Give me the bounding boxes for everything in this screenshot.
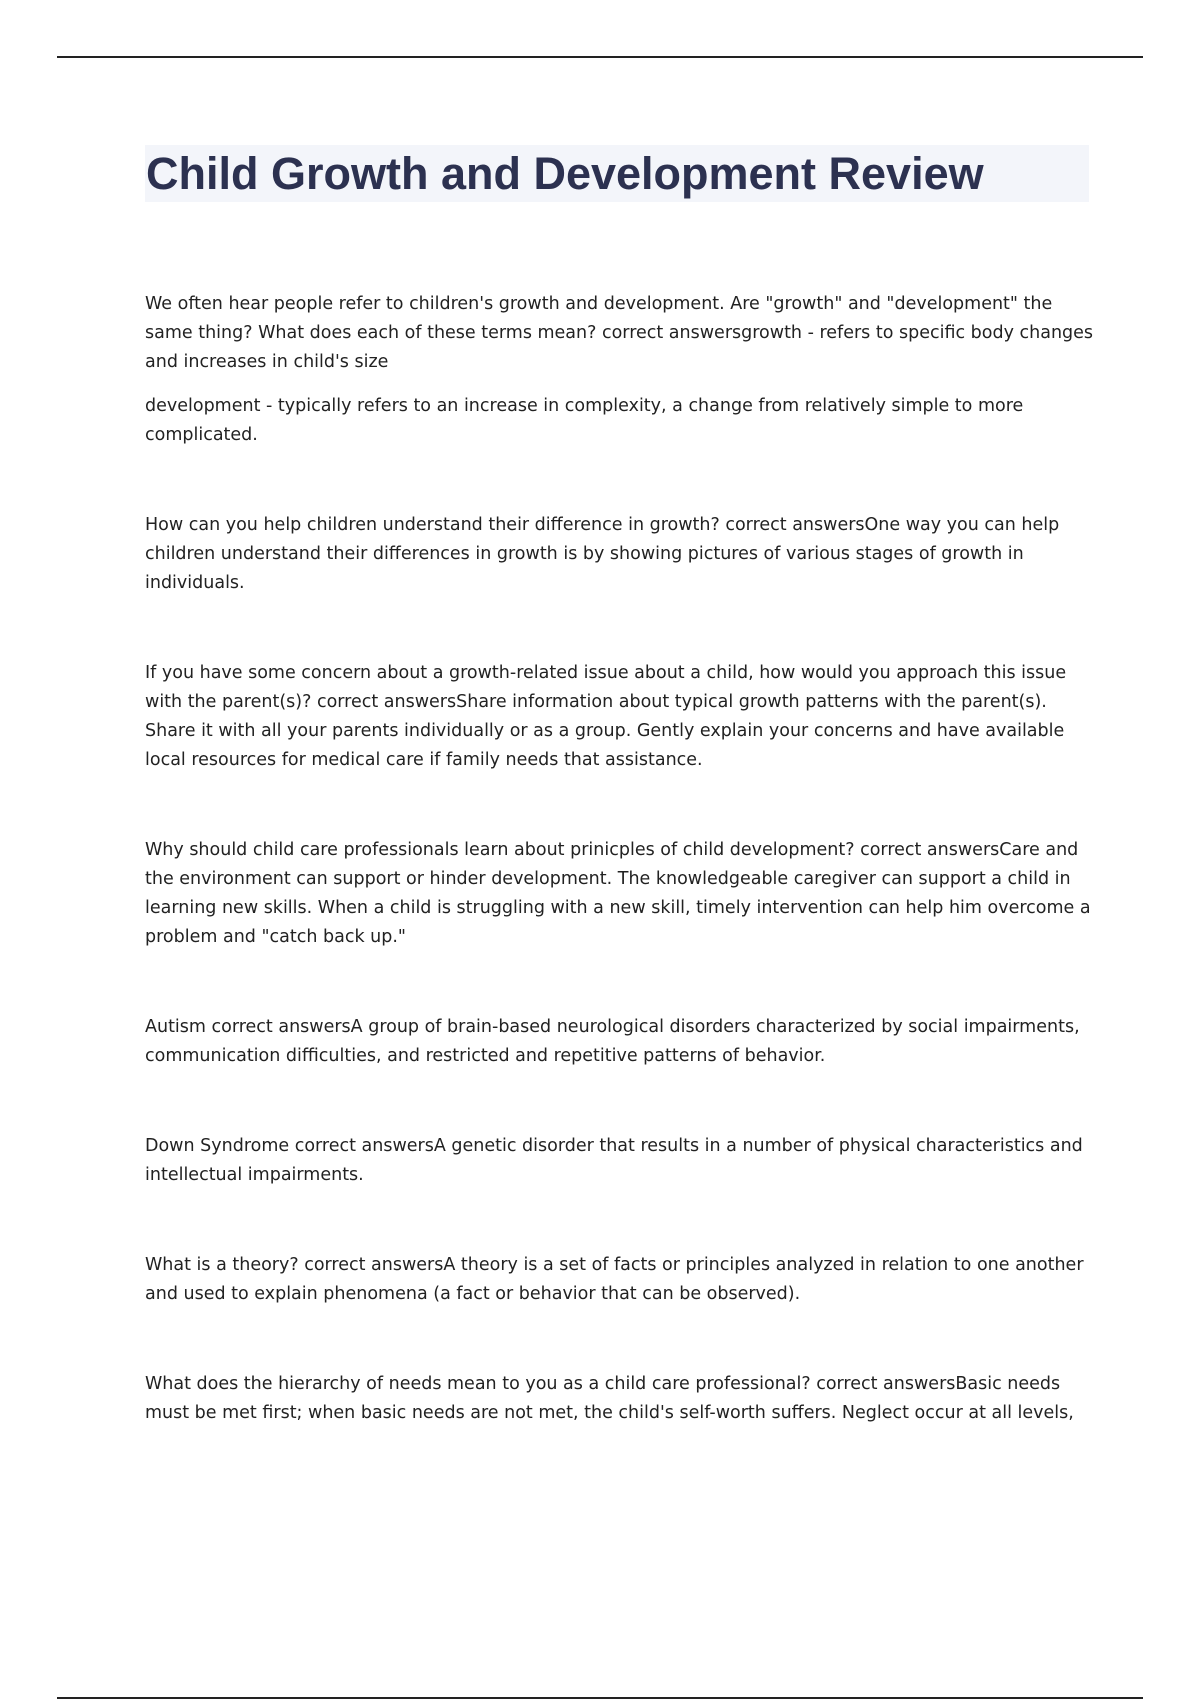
qa-paragraph: Down Syndrome correct answersA genetic disorder that results in a number of physical characteristics and intellectual impairments.: [145, 1136, 1083, 1185]
qa-entry: [145, 1251, 1095, 1309]
document-body: [145, 290, 1095, 1428]
qa-paragraph: If you have some concern about a growth-related issue about a child, how would you approach this issue with the parent(s)? correct answersShare information about typical growth patterns with the parent(s). Share it with all your parents individually or as a group. Gently explain your concerns and have available local resources for medical care if family needs that assistance.: [145, 663, 1067, 770]
qa-paragraph: What does the hierarchy of needs mean to you as a child care professional? correct answersBasic needs must be met first; when basic needs are not met, the child's self-worth suffers. Neglect occur at all levels,: [145, 1374, 1074, 1423]
qa-paragraph: What is a theory? correct answersA theory is a set of facts or principles analyzed in relation to one another and used to explain phenomena (a fact or behavior that can be observed).: [145, 1255, 1084, 1304]
document-title: Child Growth and Development Review: [146, 148, 984, 199]
page-bottom-rule: [57, 1697, 1143, 1699]
qa-entry: [145, 1370, 1095, 1428]
qa-entry: [145, 659, 1095, 775]
qa-paragraph: How can you help children understand their difference in growth? correct answersOne way you can help children understand their differences in growth is by showing pictures of various stages of growth in individuals.: [145, 515, 1060, 593]
title-highlight: [145, 145, 1089, 202]
qa-entry: [145, 1013, 1095, 1071]
qa-paragraph: Autism correct answersA group of brain-based neurological disorders characterized by social impairments, communication difficulties, and restricted and repetitive patterns of behavior.: [145, 1017, 1080, 1066]
qa-entry: [145, 1132, 1095, 1190]
qa-paragraph: We often hear people refer to children's growth and development. Are "growth" and "development" the same thing? What does each of these terms mean? correct answersgrowth - refers to specific body changes and increases in child's size: [145, 294, 1094, 372]
qa-paragraph: development - typically refers to an increase in complexity, a change from relatively simple to more complicated.: [145, 396, 1024, 445]
page-top-rule: [57, 56, 1143, 58]
qa-entry: [145, 290, 1095, 450]
qa-entry: [145, 836, 1095, 952]
qa-paragraph: Why should child care professionals learn about prinicples of child development? correct answersCare and the environment can support or hinder development. The knowledgeable caregiver can support a child in learning new skills. When a child is struggling with a new skill, timely intervention can help him overcome a problem and "catch back up.": [145, 840, 1091, 947]
qa-entry: [145, 511, 1095, 598]
